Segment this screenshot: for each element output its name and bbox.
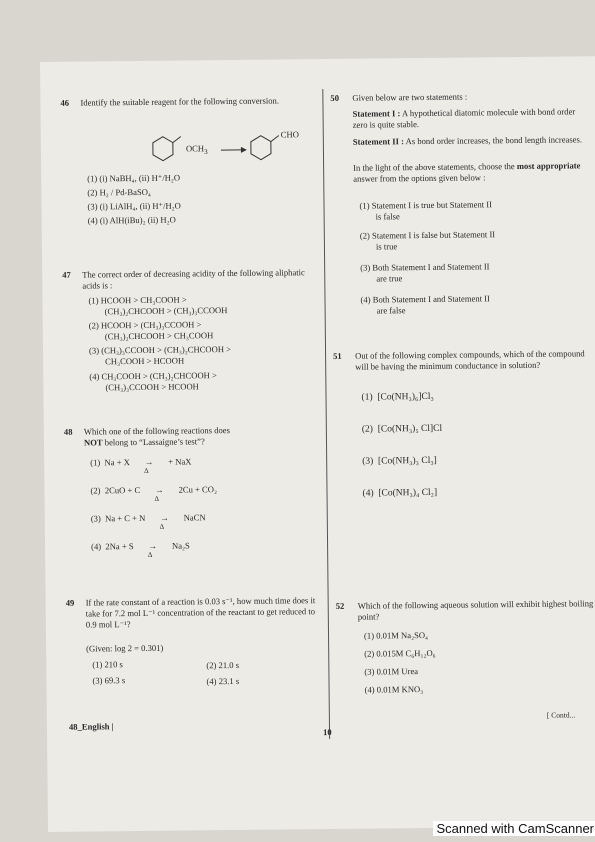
question-number: 47: [62, 269, 71, 280]
option[interactable]: (1) [Co(NH₃)₆]Cl₃: [361, 391, 434, 403]
question-number: 51: [333, 350, 342, 361]
option-cont: are false: [376, 305, 406, 316]
option[interactable]: (1) (i) NaBH₄, (ii) H⁺/H₂O: [87, 172, 181, 184]
option[interactable]: (1) 210 s: [92, 659, 123, 670]
option-cont: CH₃COOH > HCOOH: [105, 355, 185, 367]
option[interactable]: (3) (CH₃)₃CCOOH > (CH₃)₂CHCOOH >: [88, 344, 232, 356]
question-text: The correct order of decreasing acidity of the following aliphatic acids is :: [82, 267, 305, 291]
option[interactable]: (2) [Co(NH₃)₅ Cl]Cl: [361, 423, 443, 435]
question-number: 48: [63, 426, 73, 437]
question-number: 52: [335, 600, 345, 611]
option[interactable]: (2) 0.015M C₆H₁₂O₆: [364, 647, 436, 659]
statement-one: Statement I : A hypothetical diatomic molecule with bond order zero is quite stable.: [352, 106, 576, 130]
option[interactable]: (3) 0.01M Urea: [364, 666, 419, 677]
question-number: 50: [330, 92, 340, 103]
option[interactable]: (4) 2Na + S → Δ Na₂S: [91, 540, 190, 559]
option[interactable]: (3) 69.3 s: [92, 675, 126, 686]
question-text: Identify the suitable reagent for the following conversion.: [80, 95, 280, 108]
option[interactable]: (3) [Co(NH₃)₃ Cl₃]: [362, 455, 437, 467]
option[interactable]: (4) 23.1 s: [206, 675, 240, 687]
option[interactable]: (2) Statement I is false but Statement II: [359, 229, 496, 241]
option[interactable]: (3) Na + C + N → Δ NaCN: [90, 512, 206, 531]
exam-page: [40, 56, 595, 832]
benzene-ring-icon: [251, 136, 271, 160]
option-cont: is false: [375, 211, 400, 222]
option[interactable]: (2) 2CuO + C → Δ 2Cu + CO₂: [90, 484, 218, 503]
question-number: 46: [60, 97, 70, 108]
option[interactable]: (2) 21.0 s: [206, 659, 240, 671]
column-divider: [322, 89, 330, 739]
reactant-label: $OCH_3$: [185, 143, 208, 157]
question-text: If the rate constant of a reaction is 0.03 s⁻¹, how much time does it take for 7.2 mol L⁻¹ concentration of the reactant to get reduced to 0.9 mol L⁻¹?: [85, 595, 316, 630]
option[interactable]: (4) (i) AlH(iBu)₂ (ii) H₂O: [87, 214, 176, 226]
option[interactable]: (1) Na + X → Δ + NaX: [90, 456, 192, 475]
option[interactable]: (2) HCOOH > (CH₃)₃CCOOH >: [88, 319, 202, 331]
product-label: CHO: [280, 129, 299, 140]
page-number: 10: [322, 726, 332, 738]
scanner-watermark: Scanned with CamScanner: [433, 821, 595, 836]
question-text: Out of the following complex compounds, which of the compound will be having the minimum conductance in solution?: [355, 348, 585, 372]
statement-two: Statement II : As bond order increases, the bond length increases.: [352, 134, 583, 147]
question-text: Given below are two statements :: [352, 91, 468, 103]
given-note: (Given: log 2 = 0.301): [86, 642, 164, 654]
instruction: In the light of the above statements, choose the most appropriate answer from the options given below :: [353, 160, 581, 184]
option[interactable]: (3) (i) LiAlH₄, (ii) H⁺/H₂O: [87, 200, 181, 212]
question-text: Which one of the following reactions does NOT belong to “Lassaigne’s test”?: [83, 425, 230, 448]
option-cont: (CH₃)₃CCOOH > HCOOH: [105, 381, 199, 393]
option[interactable]: (1) HCOOH > CH₃COOH >: [88, 294, 187, 306]
footer-code: 48_English |: [68, 721, 114, 732]
continued-label: [ Contd...: [546, 710, 576, 720]
option[interactable]: (4) [Co(NH₃)₄ Cl₂]: [362, 487, 438, 499]
question-number: 49: [65, 597, 75, 608]
option-cont: (CH₃)₂CHCOOH > CH₃COOH: [104, 330, 214, 342]
benzene-ring-icon: [153, 137, 173, 161]
question-text: Which of the following aqueous solution will exhibit highest boiling point?: [357, 598, 594, 622]
option[interactable]: (4) Both Statement I and Statement II: [360, 293, 490, 305]
option[interactable]: (1) 0.01M Na₂SO₄: [363, 629, 429, 641]
option[interactable]: (2) H₂ / Pd-BaSO₄: [87, 186, 151, 198]
option[interactable]: (4) CH₃COOH > (CH₃)₂CHCOOH >: [89, 370, 217, 382]
option-cont: is true: [375, 241, 398, 252]
option-cont: (CH₃)₂CHCOOH > (CH₃)₃CCOOH: [104, 305, 228, 317]
option-cont: are true: [376, 273, 403, 284]
option[interactable]: (4) 0.01M KNO₃: [364, 684, 424, 695]
option[interactable]: (1) Statement I is true but Statement II: [359, 199, 493, 211]
option[interactable]: (3) Both Statement I and Statement II: [360, 261, 490, 273]
